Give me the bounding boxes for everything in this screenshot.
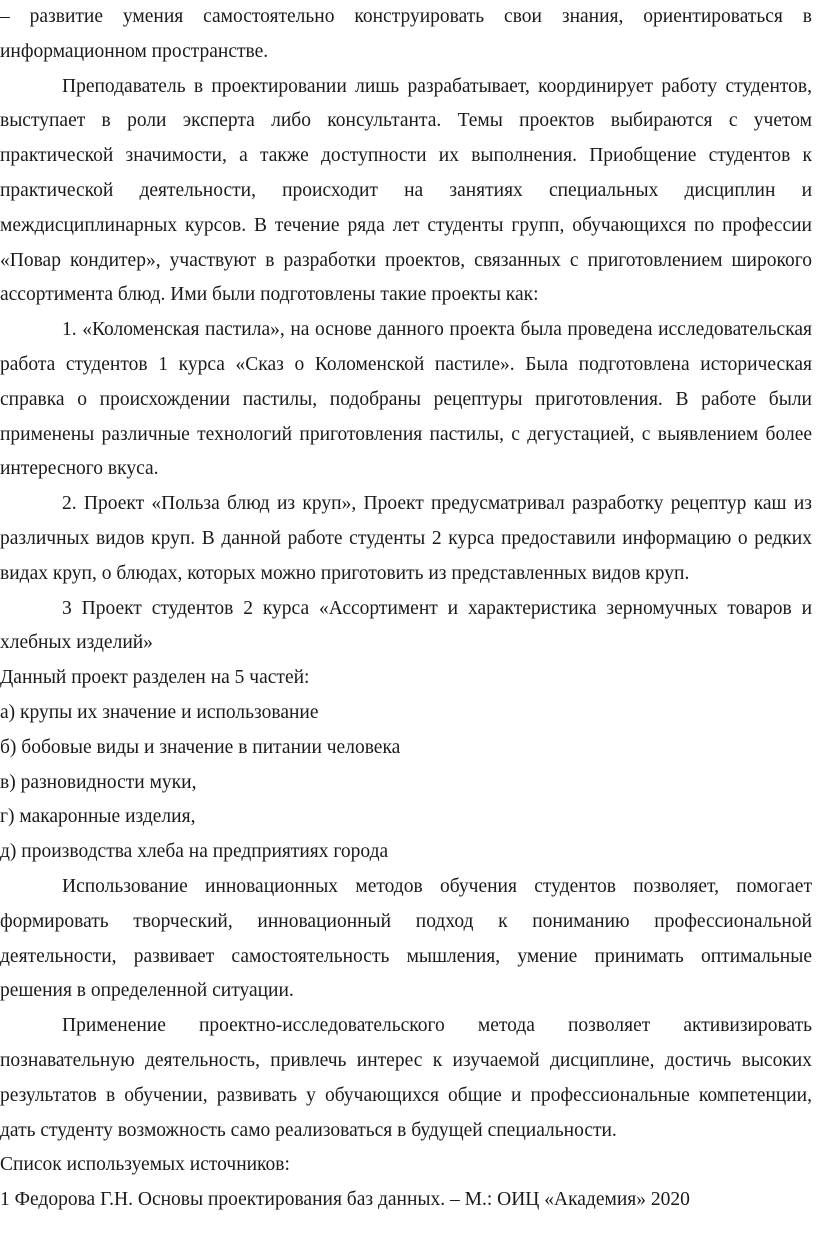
paragraph-project-research-method: Применение проектно-исследовательского метода позволяет активизировать познавательную деятельность, привлечь интерес к изучаемой дисциплине, достичь высоких результатов в обучении, развивать у обучающихся общие и профессиональные компетенции, дать студенту возможность само реализоваться в будущей специальности.: [0, 1015, 812, 1141]
references-heading: Список используемых источников:: [0, 1154, 290, 1176]
paragraph-project-kolomna-pastila: 1. «Коломенская пастила», на основе данного проекта была проведена исследовательская работа студентов 1 курса «Сказ о Коломенской пастиле». Была подготовлена историческая справка о происхождении пастилы, подобраны рецептуры приготовления. В работе были применены различные технологий приготовления пастилы, с дегустацией, с выявлением более интересного вкуса.: [0, 319, 812, 480]
paragraph-project-grain-dishes: 2. Проект «Польза блюд из круп», Проект предусматривал разработку рецептур каш из различных видов круп. В данной работе студенты 2 курса предоставили информацию о редких видах круп, о блюдах, которых можно приготовить из представленных видов круп.: [0, 493, 812, 584]
list-item-part-a: а) крупы их значение и использование: [0, 701, 319, 723]
reference-item-1: 1 Федорова Г.Н. Основы проектирования баз данных. – М.: ОИЦ «Академия» 2020: [0, 1189, 690, 1211]
paragraph-project-grain-goods: 3 Проект студентов 2 курса «Ассортимент и характеристика зерномучных товаров и хлебных изделий»: [0, 597, 812, 654]
paragraph-innovative-methods: Использование инновационных методов обучения студентов позволяет, помогает формировать творческий, инновационный подход к пониманию профессиональной деятельности, развивает самостоятельность мышления, умение принимать оптимальные решения в определенной ситуации.: [0, 875, 812, 1002]
list-item-part-d: г) макаронные изделия,: [0, 806, 196, 828]
paragraph-project-parts-intro: Данный проект разделен на 5 частей:: [0, 667, 310, 689]
list-item-part-b: б) бобовые виды и значение в питании человека: [0, 736, 401, 758]
list-item-part-e: д) производства хлеба на предприятиях города: [0, 841, 389, 863]
list-item-part-c: в) разновидности муки,: [0, 771, 197, 793]
paragraph-teacher-role: Преподаватель в проектировании лишь разрабатывает, координирует работу студентов, выступает в роли эксперта либо консультанта. Темы проектов выбираются с учетом практической значимости, а также доступности их выполнения. Приобщение студентов к практической деятельности, происходит на занятиях специальных дисциплин и междисциплинарных курсов. В течение ряда лет студенты групп, обучающихся по профессии «Повар кондитер», участвуют в разработки проектов, связанных с приготовлением широкого ассортимента блюд. Ими были подготовлены такие проекты как:: [0, 75, 812, 306]
paragraph-skills-development: – развитие умения самостоятельно конструировать свои знания, ориентироваться в информационном пространстве.: [0, 6, 812, 62]
